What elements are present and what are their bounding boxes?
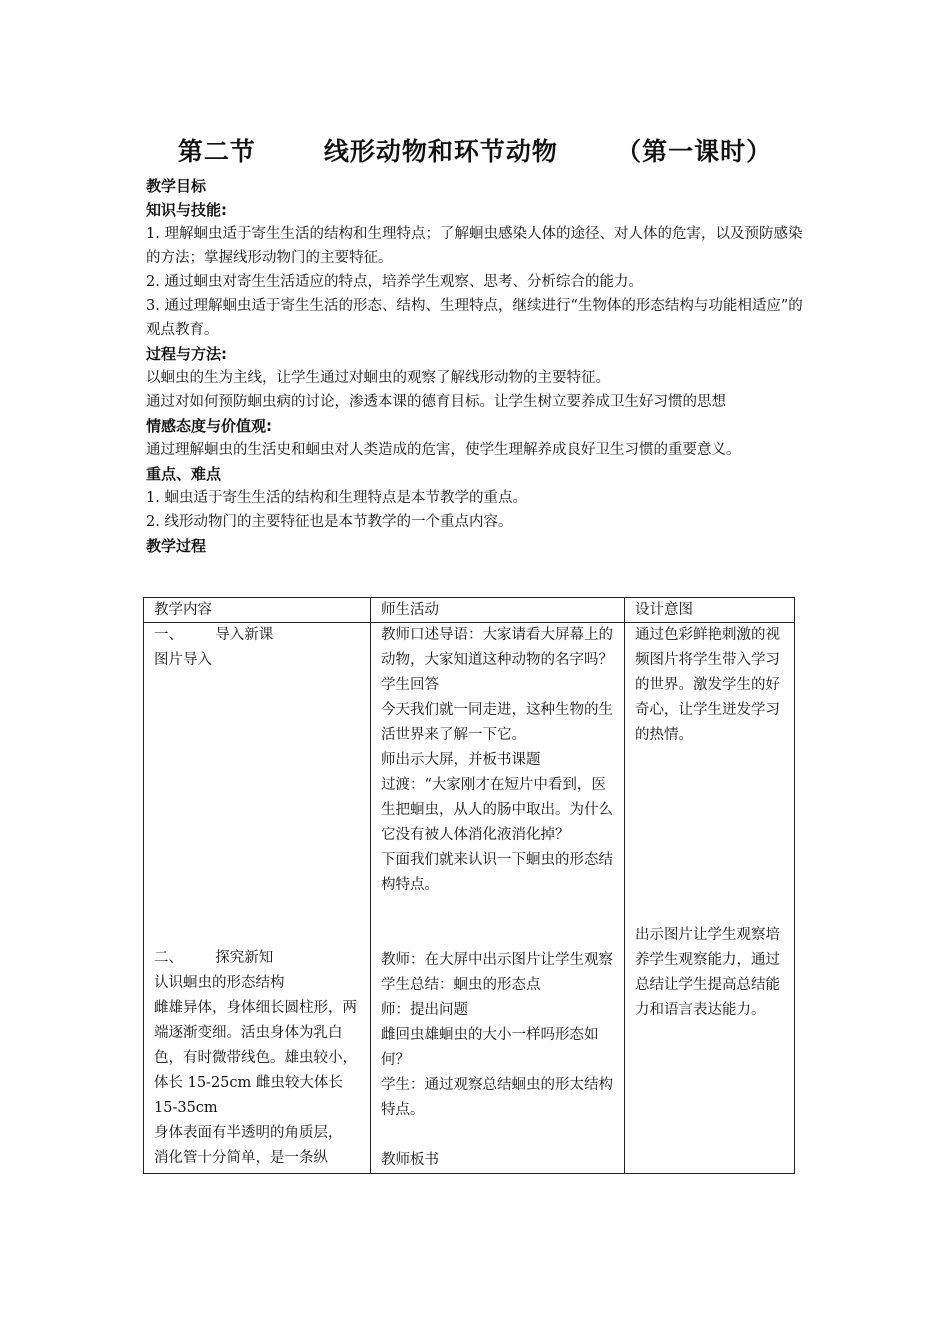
row1-activity-line: 今天我们就一同走进，这种生物的生活世界来了解一下它。 <box>381 702 613 743</box>
table-header-row <box>144 598 795 623</box>
attitude-item-1: 通过理解蛔虫的生活史和蛔虫对人类造成的危害，使学生理解养成良好卫生习惯的重要意义。 <box>146 442 741 458</box>
objectives-heading: 教学目标 <box>146 177 207 195</box>
row1-activity-line: 教师口述导语：大家请看大屏幕上的动物，大家知道这种动物的名字吗？学生回答 <box>381 627 613 693</box>
row1-intent-cell <box>625 623 795 1174</box>
teaching-process-heading: 教学过程 <box>146 537 207 555</box>
knowledge-item-3: 3. 通过理解蛔虫适于寄生生活的形态、结构、生理特点，继续进行“生物体的形态结构与功能相适应”的观点教育。 <box>146 298 803 338</box>
row2-activity-line: 学生：通过观察总结蛔虫的形太结构特点。 <box>381 1077 613 1118</box>
header-cell-activity: 师生活动 <box>371 598 625 623</box>
row1-activity-line: 过渡：“大家刚才在短片中看到，医生把蛔虫，从人的肠中取出。为什么它没有被人体消化液消化掉？ <box>381 777 613 843</box>
process-item-2: 通过对如何预防蛔虫病的讨论，渗透本课的德育目标。让学生树立要养成卫生好习惯的思想 <box>146 394 726 410</box>
row1-content-line: 图片导入 <box>154 652 212 668</box>
row2-content-line: 教师：在大屏中出示图片让学生观察 <box>381 952 613 968</box>
document-body <box>146 174 816 558</box>
page-title: 第二节 线形动物和环节动物 （第一课时） <box>177 137 773 166</box>
knowledge-item-2: 2. 通过蛔虫对寄生生活适应的特点，培养学生观察、思考、分析综合的能力。 <box>146 274 643 290</box>
key-heading: 重点、难点 <box>146 465 222 483</box>
attitude-heading: 情感态度与价值观: <box>146 417 272 435</box>
key-point-2: 2. 线形动物门的主要特征也是本节教学的一个重点内容。 <box>146 514 513 530</box>
row2-content-line: 二、 探究新知 <box>154 950 274 966</box>
key-point-1: 1. 蛔虫适于寄生生活的结构和生理特点是本节教学的重点。 <box>146 490 527 506</box>
row2-activity-line: 师：提出问题 <box>381 1002 468 1018</box>
knowledge-heading: 知识与技能: <box>146 201 227 219</box>
row1-activity-cell <box>371 623 625 1174</box>
row2-content-block <box>154 946 362 1171</box>
row1-intent-line: 通过色彩鲜艳刺激的视频图片将学生带入学习的世界。激发学生的好奇心，让学生迸发学习的热情。 <box>635 627 780 743</box>
row2-content-line: 消化管十分简单，是一条纵 <box>154 1150 328 1166</box>
header-cell-intent: 设计意图 <box>625 598 795 623</box>
row2-activity-line: 教师板书 <box>381 1152 439 1168</box>
row1-activity-line: 师出示大屏，并板书课题 <box>381 752 541 768</box>
process-item-1: 以蛔虫的生为主线，让学生通过对蛔虫的观察了解线形动物的主要特征。 <box>146 370 610 386</box>
row2-content-line: 身体表面有半透明的角质层， <box>154 1125 343 1141</box>
row2-content-line: 雌雄异体，身体细长圆柱形，两端逐渐变细。活虫身体为乳白色，有时微带线色。雄虫较小，体长 15-25cm 雌虫较大体长 15-35cm <box>154 1000 357 1116</box>
knowledge-item-1: 1. 理解蛔虫适于寄生生活的结构和生理特点；了解蛔虫感染人体的途径、对人体的危害，以及预防感染的方法；掌握线形动物门的主要特征。 <box>146 226 803 266</box>
row2-activity-line: 雌回虫雄蛔虫的大小一样吗形态如何？ <box>381 1027 599 1068</box>
row2-content-line: 认识蛔虫的形态结构 <box>154 975 285 991</box>
process-heading: 过程与方法: <box>146 345 227 363</box>
row2-activity-line: 学生总结：蛔虫的形态点 <box>381 977 541 993</box>
row2-intent-line: 出示图片让学生观察培养学生观察能力，通过总结让学生提高总结能力和语言表达能力。 <box>635 927 780 1018</box>
row1-content-line: 一、 导入新课 <box>154 627 274 643</box>
row1-activity-line: 下面我们就来认识一下蛔虫的形态结构特点。 <box>381 852 613 893</box>
header-cell-content: 教学内容 <box>144 598 371 623</box>
